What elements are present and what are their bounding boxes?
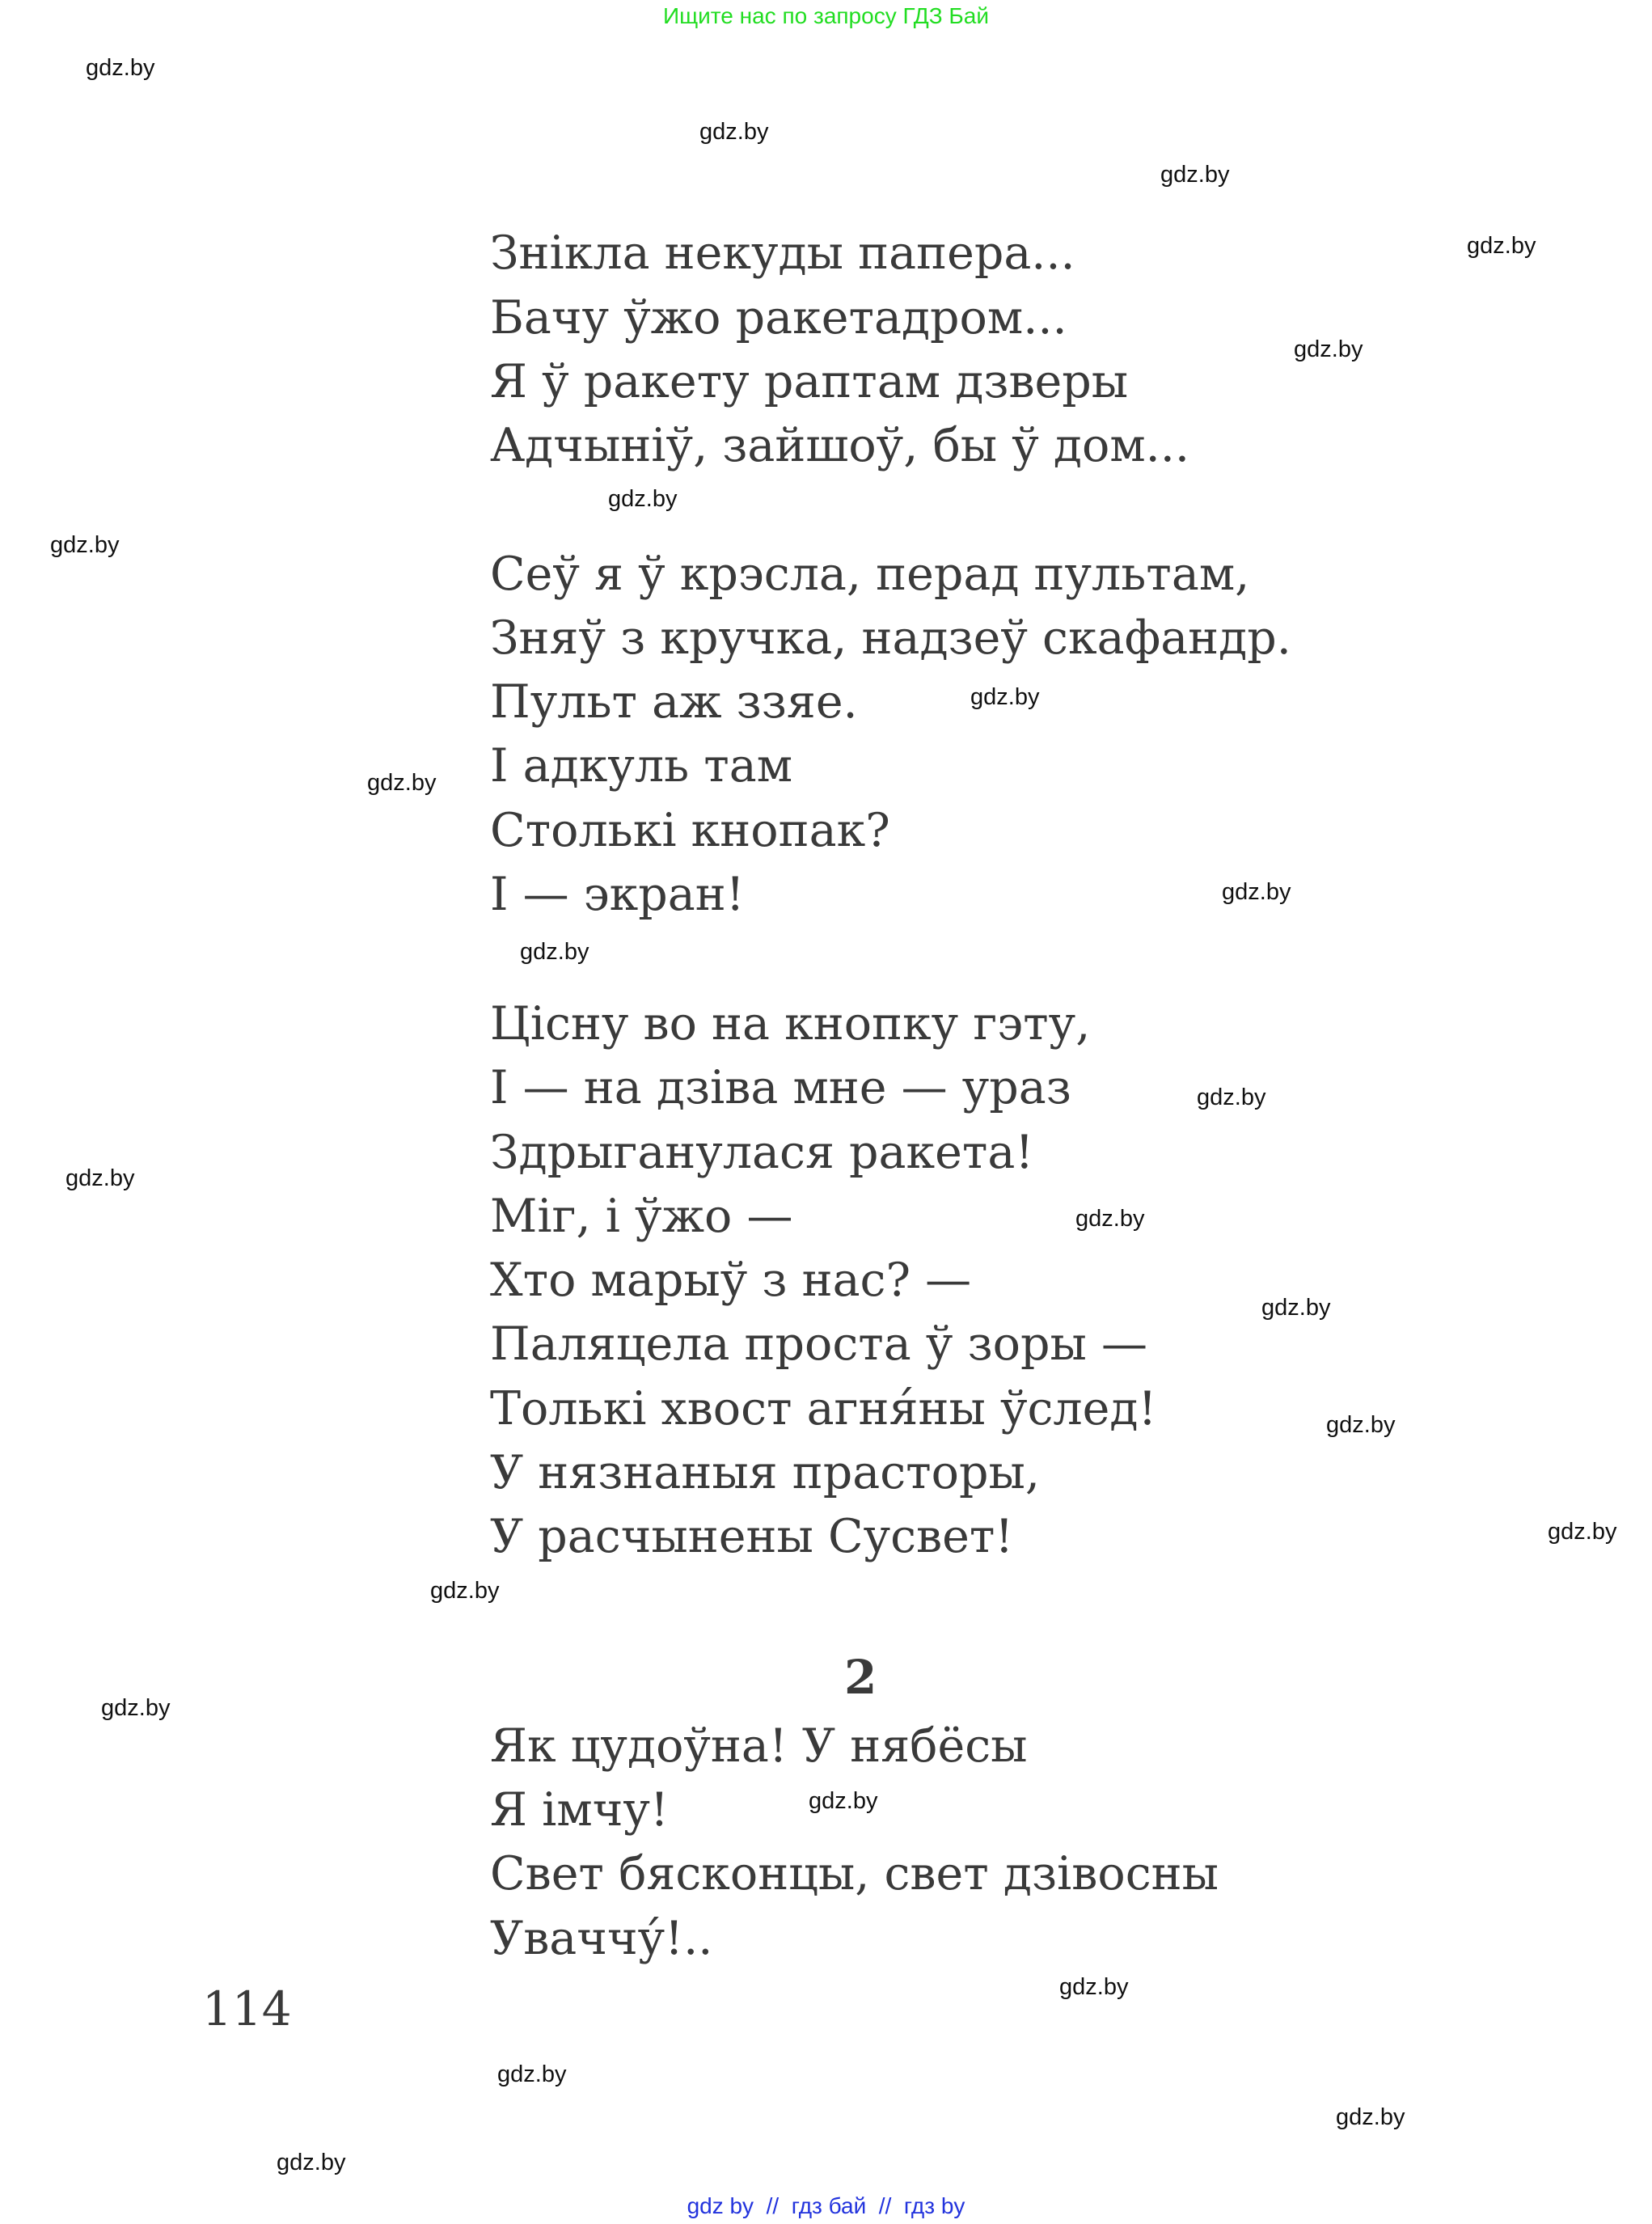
poem-line: Толькі хвост агня́ны ўслед! <box>490 1382 1157 1435</box>
poem-line: Міг, і ўжо — <box>490 1190 793 1243</box>
poem-line: Зняў з кручка, надзеў скафандр. <box>490 611 1291 665</box>
watermark: gdz.by <box>1261 1295 1331 1321</box>
poem-line: У нязнаныя прасторы, <box>490 1446 1040 1499</box>
poem-line: Адчыніў, зайшоў, бы ў дом... <box>490 419 1190 472</box>
watermark: gdz.by <box>430 1578 500 1604</box>
watermark: gdz.by <box>1075 1206 1145 1232</box>
watermark: gdz.by <box>1467 233 1536 259</box>
watermark: gdz.by <box>86 55 155 81</box>
poem-line: І — на дзіва мне — ураз <box>490 1061 1071 1114</box>
watermark: gdz.by <box>1326 1412 1396 1438</box>
poem-line: Уваччу́!.. <box>490 1912 713 1965</box>
poem-line: Знікла некуды папера... <box>490 226 1075 280</box>
watermark: gdz.by <box>520 939 589 965</box>
watermark: gdz.by <box>970 684 1040 710</box>
watermark: gdz.by <box>608 486 678 512</box>
watermark: gdz.by <box>1197 1085 1266 1110</box>
watermark: gdz.by <box>1160 162 1230 188</box>
poem-line: Хто марыў з нас? — <box>490 1254 972 1307</box>
poem-line: У расчынены Сусвет! <box>490 1510 1014 1563</box>
poem-line: Як цудоўна! У нябёсы <box>490 1719 1028 1773</box>
poem-line: І адкуль там <box>490 739 793 793</box>
poem-line: Свет бясконцы, свет дзівосны <box>490 1847 1219 1901</box>
poem-line: Я імчу! <box>490 1783 669 1837</box>
watermark: gdz.by <box>497 2061 567 2087</box>
page-number: 114 <box>202 1981 292 2036</box>
watermark: gdz.by <box>699 119 769 145</box>
watermark: gdz.by <box>65 1165 135 1191</box>
watermark: gdz.by <box>1222 879 1291 905</box>
poem-line: Здрыганулася ракета! <box>490 1126 1034 1179</box>
section-number: 2 <box>844 1650 877 1705</box>
watermark: gdz.by <box>1059 1974 1129 2000</box>
search-hint-banner[interactable]: Ищите нас по запросу ГДЗ Бай <box>662 3 990 28</box>
watermark: gdz.by <box>101 1695 171 1721</box>
watermark: gdz.by <box>1548 1519 1617 1545</box>
watermark: gdz.by <box>809 1788 878 1814</box>
poem-line: Бачу ўжо ракетадром... <box>490 291 1067 345</box>
watermark: gdz.by <box>1294 336 1363 362</box>
poem-line: Паляцела проста ў зоры — <box>490 1317 1147 1371</box>
watermark: gdz.by <box>50 532 120 558</box>
poem-line: Я ў ракету раптам дзверы <box>490 355 1129 408</box>
poem-line: Столькі кнопак? <box>490 804 890 857</box>
watermark: gdz.by <box>367 770 437 796</box>
poem-line: Сеў я ў крэсла, перад пультам, <box>490 548 1250 601</box>
watermark: gdz.by <box>277 2150 346 2175</box>
poem-line: Пульт аж ззяе. <box>490 675 858 729</box>
poem-line: І — экран! <box>490 868 745 921</box>
footer-links[interactable]: gdz by // гдз бай // гдз by <box>687 2193 965 2218</box>
watermark: gdz.by <box>1336 2104 1405 2130</box>
poem-line: Цісну во на кнопку гэту, <box>490 997 1091 1051</box>
